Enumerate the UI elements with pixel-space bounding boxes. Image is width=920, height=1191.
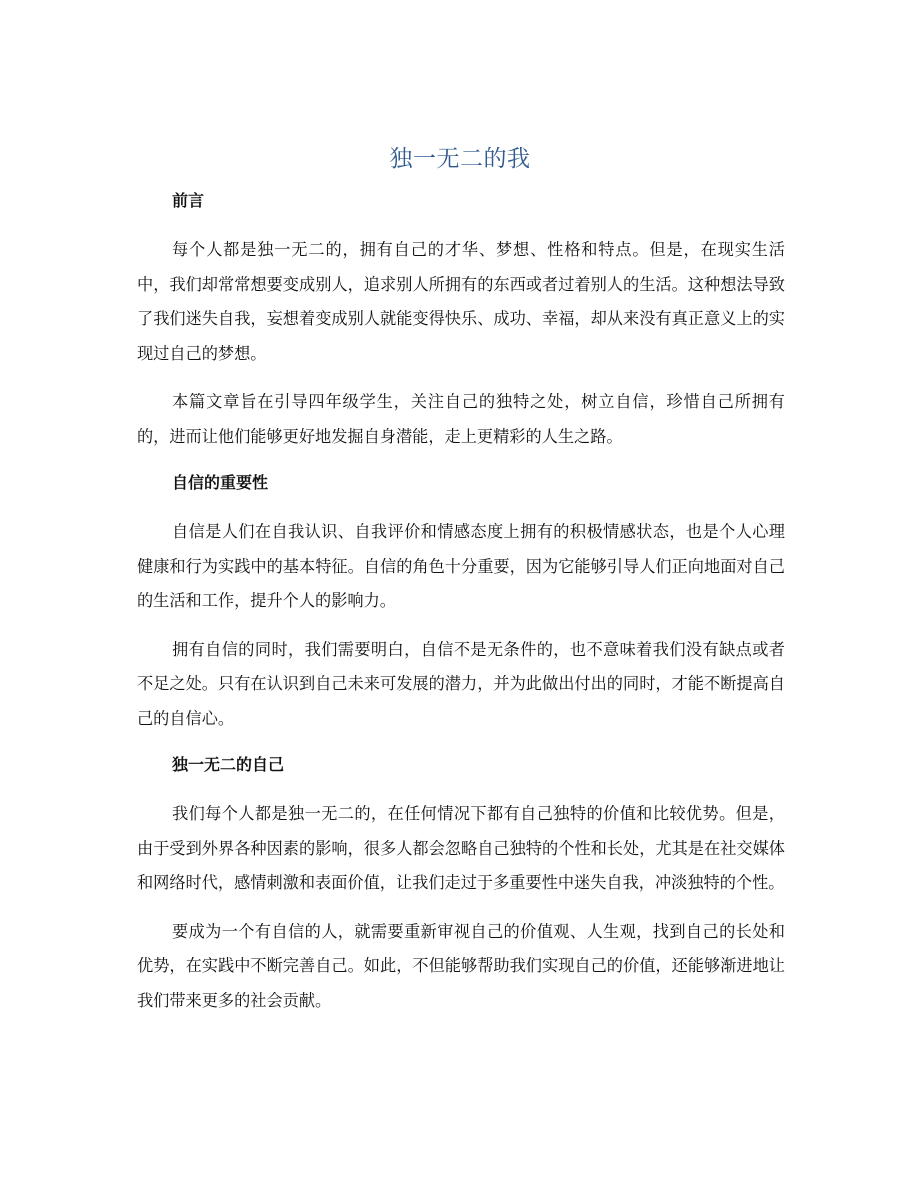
paragraph: 每个人都是独一无二的，拥有自己的才华、梦想、性格和特点。但是，在现实生活中，我们却常常想要变成别人，追求别人所拥有的东西或者过着别人的生活。这种想法导致了我们迷失自我，妄想着变成别人就能变得快乐、成功、幸福，却从来没有真正意义上的实现过自己的梦想。 — [137, 240, 785, 363]
section-unique-self — [137, 750, 785, 1018]
section-heading: 自信的重要性 — [172, 473, 269, 492]
paragraph: 拥有自信的同时，我们需要明白，自信不是无条件的，也不意味着我们没有缺点或者不足之处。只有在认识到自己未来可发展的潜力，并为此做出付出的同时，才能不断提高自己的自信心。 — [137, 639, 785, 728]
section-heading: 前言 — [172, 191, 205, 210]
document-body — [137, 186, 785, 1032]
section-preface — [137, 186, 785, 454]
paragraph: 我们每个人都是独一无二的，在任何情况下都有自己独特的价值和比较优势。但是，由于受到外界各种因素的影响，很多人都会忽略自己独特的个性和长处，尤其是在社交媒体和网络时代，感情刺激和表面价值，让我们走过于多重要性中迷失自我，冲淡独特的个性。 — [137, 804, 785, 892]
section-heading: 独一无二的自己 — [172, 755, 285, 774]
paragraph: 本篇文章旨在引导四年级学生，关注自己的独特之处，树立自信，珍惜自己所拥有的，进而让他们能够更好地发掘自身潜能，走上更精彩的人生之路。 — [137, 392, 785, 446]
paragraph: 自信是人们在自我认识、自我评价和情感态度上拥有的积极情感状态，也是个人心理健康和行为实践中的基本特征。自信的角色十分重要，因为它能够引导人们正向地面对自己的生活和工作，提升个人的影响力。 — [137, 522, 785, 610]
section-importance-of-confidence — [137, 468, 785, 736]
paragraph: 要成为一个有自信的人，就需要重新审视自己的价值观、人生观，找到自己的长处和优势，在实践中不断完善自己。如此，不但能够帮助我们实现自己的价值，还能够渐进地让我们带来更多的社会贡献。 — [137, 921, 785, 1010]
document-title: 独一无二的我 — [389, 146, 531, 172]
